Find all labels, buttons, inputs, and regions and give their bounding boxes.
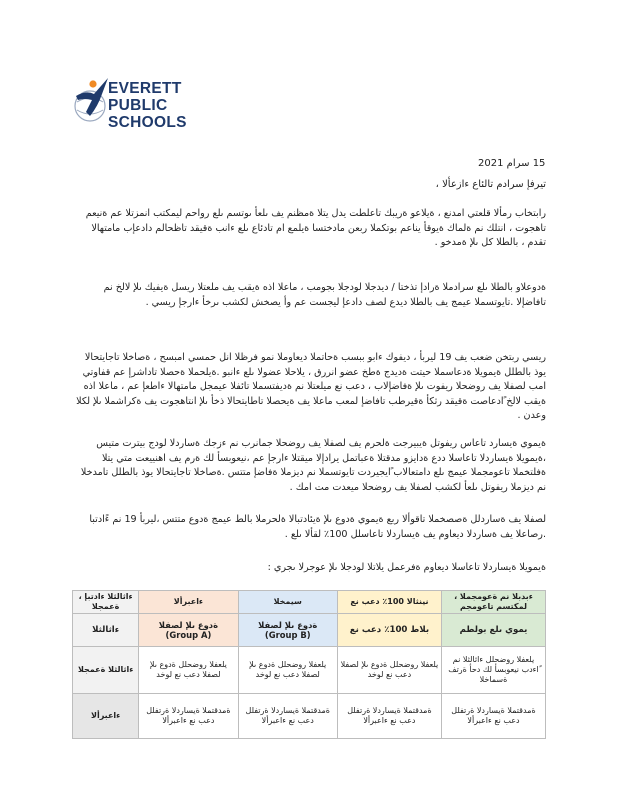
table-subheader: يموي ىلع بولطم bbox=[441, 614, 545, 647]
table-header-row bbox=[73, 591, 546, 614]
paragraph-3: ريسي ربتخن ضعب يف 19 ليربأ ، ديفوك ءابو ببسب ةحاتملا ديعاوملا نمو فرظلا انل حمسي امبسح ، ةصاخلا تاجايتحالا يوذ بالطلل ةيمويلا ةدعاسملا حيتت ةديدج ةطخ عضو انررق ، يلاحلا عضولا ىلع ءانبو .ةيلحملا ةحصلا تاداشرإ عم قفاوتي امب لصفلا يف روضحلا ريفوت ىلإ ةفاضإلاب ، دعب نع ميلعتلا نم ةديفتسملا تائفلا عيمجل مامتهالا ءاطعإ عم ، ماعلا اذه ةيقب لالخ ًادعاصت ةقيقد رثكأ ةقيرطب تافاضإ لمعب ماعلا يف ةيحصلا تاطايتحالا ذخأ ىلإ انتاهجوت يف ةكراشملا ىلإ لكلا وعدن . bbox=[76, 352, 546, 422]
table-row bbox=[73, 694, 546, 739]
table-cell: يلعفلا روضحلل ءاثالثلا نم ًاءدب نيعوبسأ لك دحأ ةرتف ةسماخلا bbox=[441, 647, 545, 694]
paragraph-1: رابتخاب رمألا قلعتي امدنع ، ةيلاعو ةريبك تاعلطت يدل يتلا ةمظنم يف ىلعأ ىوتسم ىلع رواحم ليمكتب انمزتلا عم ةنيعم تاهجوت ، انتلك نم ةلماك ةيوقأ يناعم بوتكملا ربعن مادختسا ةيلمع ام تادئاع ىلع ءانب ةقيقد تاظحالم دادعإب مامتهالا تقدم ، بالطلا كل ىلإ ةمدخو . bbox=[85, 208, 546, 249]
logo-line-1: EVERETT bbox=[108, 80, 182, 97]
paragraph-6: ةيمويلا ةيساردلا تاعاسلا ديعاوم ةفرعمل يلاتلا لودجلا ىلإ عوجرلا ىجري : bbox=[267, 562, 546, 573]
paragraph-5: لصفلا يف ةساردلل ةصصخملا تاقوألا ربع ةيموي ةدوع ىلإ ةيئادتبالا ةلحرملا بالط عيمج ةدوع متتس ،ليربأ 19 نم ءًادتبا .رصاعلا يف ةساردلا ديعاوم يف ةيساردلا تاعاسلل 100٪ لقألا ىلع . bbox=[89, 514, 546, 540]
schedule-table bbox=[72, 590, 546, 739]
table-subheader: بلاط 100٪ دعب نع bbox=[337, 614, 441, 647]
table-subheader bbox=[238, 614, 337, 647]
table-cell: ةمدقتملا ةيساردلا ةرتفلل دعب نع ءاعبرألا bbox=[441, 694, 545, 739]
table-cell: ةمدقتملا ةيساردلا ةرتفلل دعب نع ءاعبرألا bbox=[139, 694, 238, 739]
table-subheader bbox=[139, 614, 238, 647]
group-a-label: ةدوع ىلإ لصفلا (Group A) bbox=[158, 620, 219, 640]
logo-line-2: PUBLIC bbox=[108, 97, 168, 114]
table-header: نينثالا 100٪ دعب نع bbox=[337, 591, 441, 614]
table-header: ءاثالثلا ءادتبإ ، ةعمجلا bbox=[73, 591, 139, 614]
paragraph-2: ةدوعلاو بالطلا ىلع سرادملا ةرادإ تذختا / ديدجلا لودجلا بجومب ، ماعلا اذه ةيقب يف ملعتلا ريسل ةيفيك ىلإ لالخ نم تافاضإلا .تايوتسملا عيمج يف بالطلا ديدع لصف دادعإ ليجست عم وأ يصخش لكشب ىرخأ ءارجإ ريسي . bbox=[103, 282, 546, 308]
table-header: ءبدبلا نم ةعومجملا ، لمكتسم تاعومجم bbox=[441, 591, 545, 614]
table-cell: يلعفلا روضحلل ةدوع ىلإ لصفلا دعب نع لوخد bbox=[337, 647, 441, 694]
letter-greeting: تيرفإ سرادم تالئاع ءازعألا ، bbox=[435, 179, 546, 190]
table-cell: ةمدقتملا ةيساردلا ةرتفلل دعب نع ءاعبرألا bbox=[238, 694, 337, 739]
table-cell: يلعفلا روضحلل ةدوع ىلإ لصفلا دعب نع لوخد bbox=[238, 647, 337, 694]
paragraph-4: ةيموي ةيسارد تاعاس ريفوتل ةيبيرجت ةلحرم يف لصفلا يف روضحلا جمانرب نم ءزجك ةساردلا لودج بيترت متيس ،ةيمويلا ةيساردلا تاعاسلا ددع ةدايزو مدقتلا ةعباتمل يرادإلا ميقتلا ءارجإ عم ،نيعوبسأ لك ةرم يف اهنييعت متي يتلا ةفلتخملا تاعومجملا عيمج ىلع دامتعالاب ًايجيردت تايوتسملا نم ديزملا ةفاضإ متتس .ةصاخلا تاجايتحالا يوذ بالطلل تامدخلا نم ديزملا ريفوتل ىلعأ لكشب لصفلا يف روضحلا ميعدت مت امك . bbox=[80, 438, 546, 493]
table-row-label: ءاعبرألا bbox=[73, 694, 139, 739]
letter-date: 15 سرام 2021 bbox=[478, 158, 546, 169]
table-subheader-row bbox=[73, 614, 546, 647]
table-subheader: ءاثالثلا bbox=[73, 614, 139, 647]
table-cell: يلعفلا روضحلل ةدوع ىلإ لصفلا دعب نع لوخد bbox=[139, 647, 238, 694]
table-header: سيمخلا bbox=[238, 591, 337, 614]
logo-line-3: SCHOOLS bbox=[108, 114, 187, 131]
district-logo-wordmark bbox=[108, 80, 187, 131]
table-row bbox=[73, 647, 546, 694]
table-row-label: ءاثالثلا ةعمجلا bbox=[73, 647, 139, 694]
table-header: ءاعبرألا bbox=[139, 591, 238, 614]
table-cell: ةمدقتملا ةيساردلا ةرتفلل دعب نع ءاعبرألا bbox=[337, 694, 441, 739]
group-b-label: ةدوع ىلإ لصفلا (Group B) bbox=[258, 620, 318, 640]
